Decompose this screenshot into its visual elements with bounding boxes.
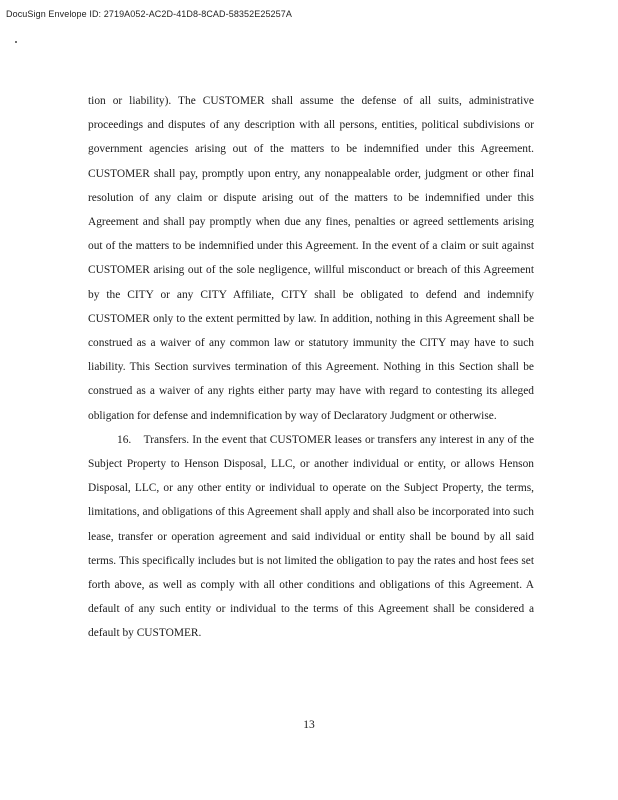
section-number: 16. (117, 433, 132, 446)
paragraph-indemnification-continued: tion or liability). The CUSTOMER shall assume the defense of all suits, administrative proceedings and disputes of any description with all persons, entities, political subdivisions or government agencies arising out of the matters to be indemnified under this Agreement. CUSTOMER shall pay, promptly upon entry, any nonappealable order, judgment or other final resolution of any claim or dispute arising out of the matters to be indemnified under this Agreement and shall pay promptly when due any fines, penalties or agreed settlements arising out of the matters to be indemnified under this Agreement. In the event of a claim or suit against CUSTOMER arising out of the sole negligence, willful misconduct or breach of this Agreement by the CITY or any CITY Affiliate, CITY shall be obligated to defend and indemnify CUSTOMER only to the extent permitted by law. In addition, nothing in this Agreement shall be construed as a waiver of any common law or statutory immunity the CITY may have to such liability. This Section survives termination of this Agreement. Nothing in this Section shall be construed as a waiver of any rights either party may have with regard to contesting its alleged obligation for defense and indemnification by way of Declaratory Judgment or otherwise. (88, 95, 534, 422)
paragraph-section-16 (88, 428, 534, 646)
scan-mark (15, 41, 17, 43)
document-body (88, 89, 534, 646)
section-heading: Transfers. (143, 433, 190, 446)
section-text: In the event that CUSTOMER leases or transfers any interest in any of the Subject Property to Henson Disposal, LLC, or another individual or entity, or allows Henson Disposal, LLC, or any other entity or individual to operate on the Subject Property, the terms, limitations, and obligations of this Agreement shall apply and shall also be incorporated into such lease, transfer or operation agreement and said individual or entity shall be bound by all said terms. This specifically includes but is not limited the obligation to pay the rates and host fees set forth above, as well as comply with all other conditions and obligations of this Agreement. A default of any such entity or individual to the terms of this Agreement shall be considered a default by CUSTOMER. (88, 433, 535, 640)
docusign-envelope-id: DocuSign Envelope ID: 2719A052-AC2D-41D8-8CAD-58352E25257A (6, 9, 292, 19)
page-number: 13 (303, 719, 315, 731)
